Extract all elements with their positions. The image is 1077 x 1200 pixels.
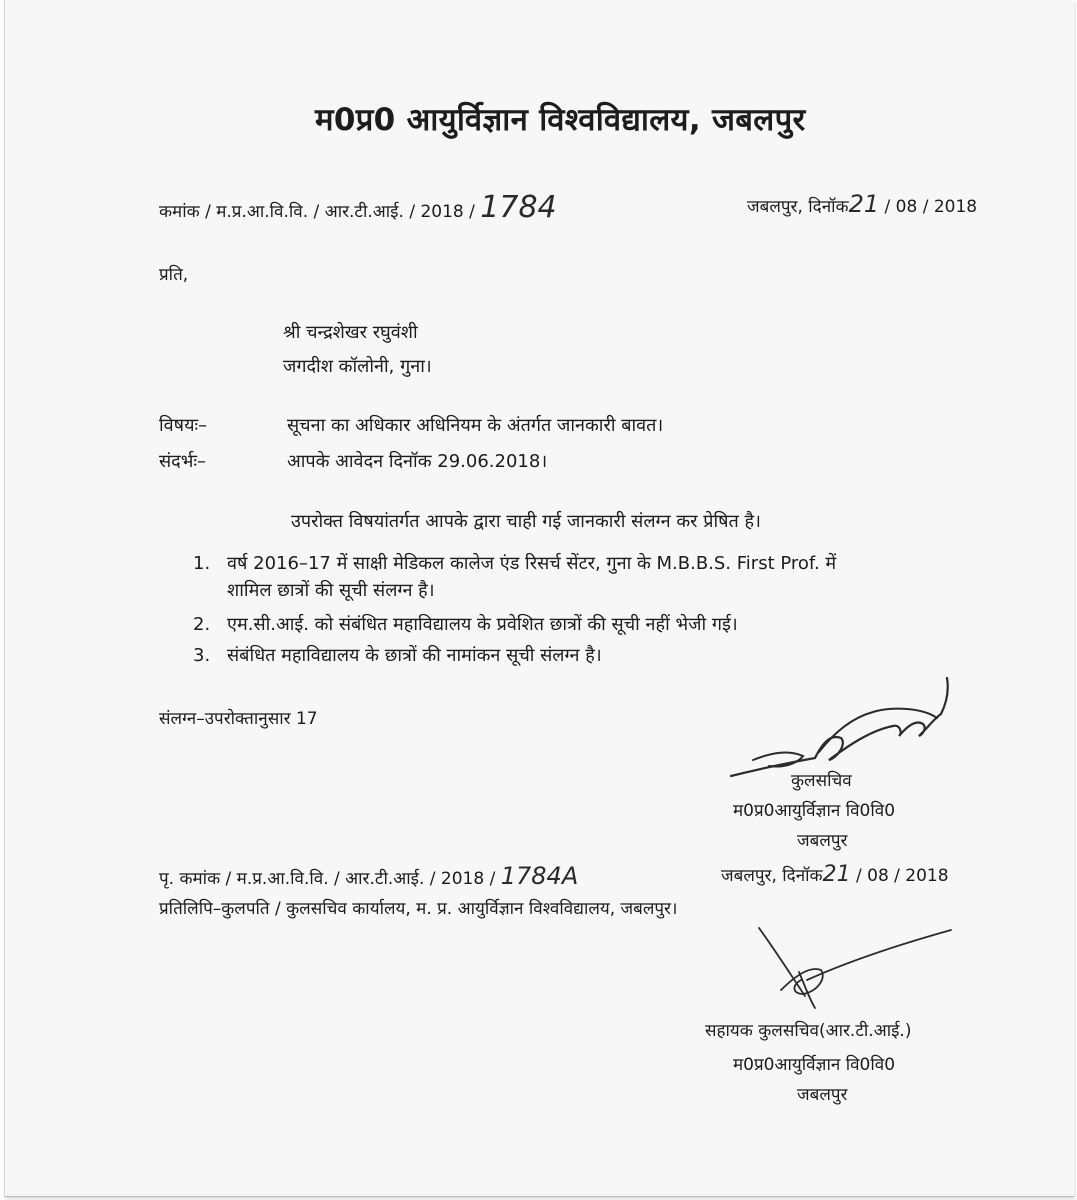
signatory1-org: म0प्र0आयुर्विज्ञान वि0वि0 — [733, 801, 896, 821]
list-item — [193, 643, 602, 667]
ref-number-line — [159, 190, 557, 225]
signatory1-city: जबलपुर — [797, 831, 848, 851]
signatory1-designation: कुलसचिव — [791, 771, 852, 791]
date-suffix: / 08 / 2018 — [884, 197, 978, 217]
copy-to-line: प्रतिलिपि–कुलपति / कुलसचिव कार्यालय, म. प्र. आयुर्विज्ञान विश्वविद्यालय, जबलपुर। — [159, 899, 678, 919]
body-intro: उपरोक्त विषयांतर्गत आपके द्वारा चाही गई जानकारी संलग्न कर प्रेषित है। — [291, 511, 761, 532]
list-item-text: एम.सी.आई. को संबंधित महाविद्यालय के प्रवेशित छात्रों की सूची नहीं भेजी गई। — [227, 614, 738, 635]
to-label: प्रति, — [159, 265, 189, 285]
recipient-name: श्री चन्द्रशेखर रघुवंशी — [283, 322, 418, 343]
copy-date-line — [721, 862, 949, 887]
subject-label: विषयः– — [159, 415, 208, 436]
recipient-address: जगदीश कॉलोनी, गुना। — [283, 356, 432, 377]
ref-handwritten-number: 1784 — [480, 190, 557, 225]
signatory2-city: जबलपुर — [797, 1085, 848, 1105]
signatory2-org: म0प्र0आयुर्विज्ञान वि0वि0 — [733, 1055, 896, 1075]
page-title: म0प्र0 आयुर्विज्ञान विश्वविद्यालय, जबलपुर — [315, 102, 806, 138]
list-item-number: 1. — [193, 553, 211, 574]
date-prefix: जबलपुर, दिनॉक — [747, 197, 849, 217]
date-handwritten-day: 21 — [848, 190, 880, 218]
enclosure-note: संलग्न–उपरोक्तानुसार 17 — [159, 709, 318, 729]
letter-page — [4, 0, 1074, 1197]
copy-date-handwritten-day: 21 — [822, 862, 851, 887]
copy-date-suffix: / 08 / 2018 — [856, 866, 949, 886]
copy-ref-line — [159, 862, 578, 890]
copy-ref-prefix: पृ. कमांक / म.प्र.आ.वि.वि. / आर.टी.आई. / 2018 / — [159, 869, 496, 889]
list-item — [193, 551, 836, 575]
list-item — [193, 612, 738, 636]
list-item-text: वर्ष 2016–17 में साक्षी मेडिकल कालेज एंड रिसर्च सेंटर, गुना के M.B.B.S. First Prof. में — [227, 553, 837, 574]
list-item-number: 2. — [193, 614, 211, 635]
list-item-number: 3. — [193, 645, 211, 666]
reference-label: संदर्भः– — [159, 451, 207, 472]
assistant-registrar-signature — [751, 920, 961, 1012]
list-item-text: संबंधित महाविद्यालय के छात्रों की नामांकन सूची संलग्न है। — [227, 645, 602, 666]
list-item-continuation: शामिल छात्रों की सूची संलग्न है। — [227, 580, 435, 601]
copy-date-prefix: जबलपुर, दिनॉक — [721, 866, 823, 886]
subject-text: सूचना का अधिकार अधिनियम के अंतर्गत जानकारी बावत। — [287, 415, 664, 436]
reference-text: आपके आवेदन दिनॉक 29.06.2018। — [287, 451, 548, 472]
copy-ref-handwritten-number: 1784A — [500, 862, 579, 890]
signatory2-designation: सहायक कुलसचिव(आर.टी.आई.) — [705, 1021, 912, 1041]
date-line — [747, 190, 977, 218]
ref-prefix: कमांक / म.प्र.आ.वि.वि. / आर.टी.आई. / 2018 / — [159, 202, 475, 222]
